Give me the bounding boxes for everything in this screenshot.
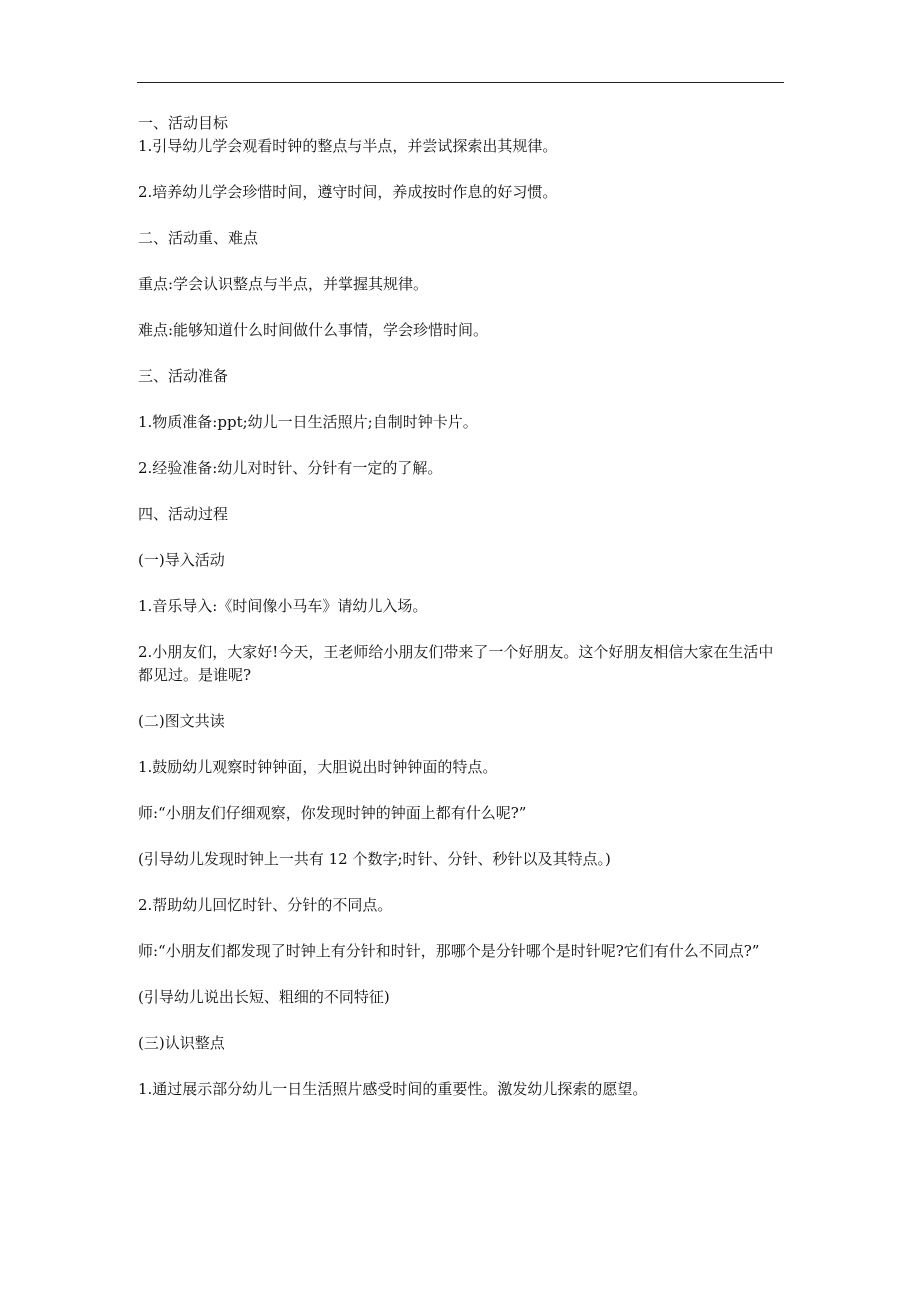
paragraph: 2.帮助幼儿回忆时针、分针的不同点。 [138, 896, 393, 914]
section-heading-goals: 一、活动目标 [138, 114, 229, 132]
section-heading-key-points: 二、活动重、难点 [138, 229, 259, 247]
section-heading-process: 四、活动过程 [138, 505, 229, 523]
paragraph: 难点:能够知道什么时间做什么事情，学会珍惜时间。 [138, 321, 489, 339]
paragraph: 重点:学会认识整点与半点，并掌握其规律。 [138, 275, 429, 293]
paragraph: 2.培养幼儿学会珍惜时间，遵守时间，养成按时作息的好习惯。 [138, 183, 558, 201]
subsection-heading: (一)导入活动 [138, 551, 225, 569]
subsection-heading: (二)图文共读 [138, 712, 225, 730]
paragraph: 1.音乐导入:《时间像小马车》请幼儿入场。 [138, 597, 428, 615]
paragraph: 1.通过展示部分幼儿一日生活照片感受时间的重要性。激发幼儿探索的愿望。 [138, 1080, 648, 1098]
subsection-heading: (三)认识整点 [138, 1034, 225, 1052]
paragraph: 1.鼓励幼儿观察时钟钟面，大胆说出时钟钟面的特点。 [138, 758, 498, 776]
paragraph: 1.物质准备:ppt;幼儿一日生活照片;自制时钟卡片。 [138, 413, 478, 431]
section-heading-preparation: 三、活动准备 [138, 367, 229, 385]
document-body [138, 112, 788, 1101]
paragraph: (引导幼儿发现时钟上一共有 12 个数字;时针、分针、秒针以及其特点。) [138, 850, 611, 868]
header-rule [137, 82, 784, 83]
paragraph: (引导幼儿说出长短、粗细的不同特征) [138, 988, 390, 1006]
paragraph: 师:“小朋友们仔细观察，你发现时钟的钟面上都有什么呢?” [138, 804, 527, 822]
paragraph: 2.经验准备:幼儿对时针、分针有一定的了解。 [138, 459, 443, 477]
paragraph: 1.引导幼儿学会观看时钟的整点与半点，并尝试探索出其规律。 [138, 137, 558, 155]
paragraph: 2.小朋友们，大家好!今天，王老师给小朋友们带来了一个好朋友。这个好朋友相信大家在生活中都见过。是谁呢? [138, 643, 774, 684]
paragraph: 师:“小朋友们都发现了时钟上有分针和时针，那哪个是分针哪个是时针呢?它们有什么不同点?” [138, 942, 760, 960]
